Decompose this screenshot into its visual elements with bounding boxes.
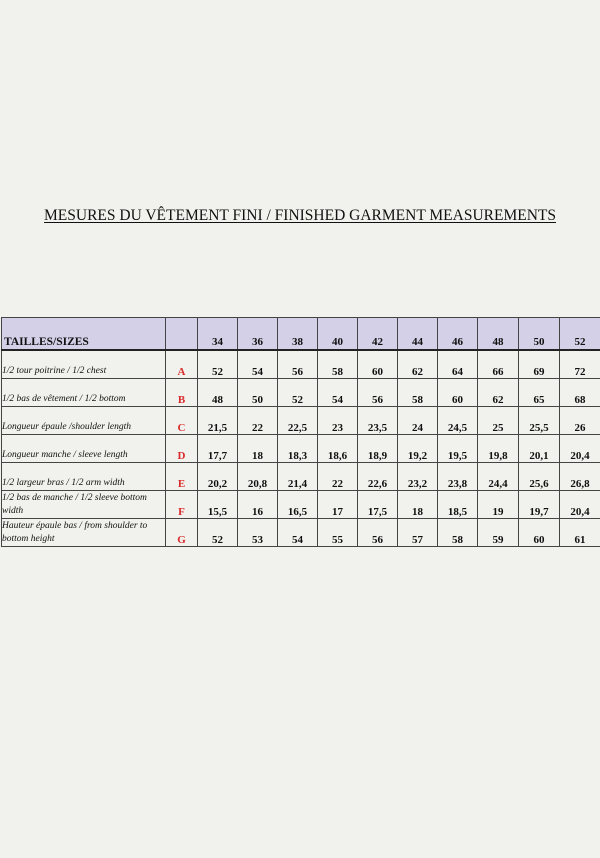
table-cell: 24,4	[478, 463, 519, 491]
table-row	[2, 435, 600, 463]
table-cell: 59	[478, 519, 519, 547]
measurement-code: B	[166, 379, 198, 407]
table-cell: 16	[238, 491, 278, 519]
table-cell: 22,5	[278, 407, 318, 435]
table-cell: 60	[438, 379, 478, 407]
table-cell: 25,6	[519, 463, 560, 491]
table-cell: 24,5	[438, 407, 478, 435]
measurement-code: C	[166, 407, 198, 435]
table-cell: 17,5	[358, 491, 398, 519]
table-cell: 23,8	[438, 463, 478, 491]
table-cell: 20,4	[560, 491, 600, 519]
table-cell: 26	[560, 407, 600, 435]
size-header: 48	[478, 318, 519, 351]
size-header: 38	[278, 318, 318, 351]
table-cell: 18,3	[278, 435, 318, 463]
table-cell: 55	[318, 519, 358, 547]
table-cell: 20,2	[198, 463, 238, 491]
table-cell: 25,5	[519, 407, 560, 435]
measurement-label: Longueur épaule /shoulder length	[2, 407, 166, 435]
table-cell: 20,1	[519, 435, 560, 463]
table-cell: 19,7	[519, 491, 560, 519]
table-cell: 21,4	[278, 463, 318, 491]
table-cell: 52	[198, 519, 238, 547]
table-row	[2, 407, 600, 435]
table-cell: 19,8	[478, 435, 519, 463]
table-cell: 21,5	[198, 407, 238, 435]
table-cell: 48	[198, 379, 238, 407]
size-header: 42	[358, 318, 398, 351]
table-cell: 18,9	[358, 435, 398, 463]
table-cell: 56	[358, 379, 398, 407]
table-cell: 20,4	[560, 435, 600, 463]
table-cell: 24	[398, 407, 438, 435]
table-cell: 56	[278, 350, 318, 379]
size-header: 40	[318, 318, 358, 351]
measurement-label: 1/2 bas de vêtement / 1/2 bottom	[2, 379, 166, 407]
size-header: 34	[198, 318, 238, 351]
measurement-code: D	[166, 435, 198, 463]
table-cell: 66	[478, 350, 519, 379]
table-cell: 15,5	[198, 491, 238, 519]
code-header	[166, 318, 198, 351]
table-header-row	[2, 318, 600, 351]
table-cell: 22,6	[358, 463, 398, 491]
measurement-label: Hauteur épaule bas / from shoulder to bottom height	[2, 519, 166, 547]
table-cell: 65	[519, 379, 560, 407]
table-cell: 72	[560, 350, 600, 379]
table-cell: 18,6	[318, 435, 358, 463]
table-cell: 61	[560, 519, 600, 547]
table-cell: 22	[238, 407, 278, 435]
table-cell: 56	[358, 519, 398, 547]
table-cell: 52	[198, 350, 238, 379]
table-cell: 19,2	[398, 435, 438, 463]
table-cell: 60	[358, 350, 398, 379]
table-cell: 18	[238, 435, 278, 463]
size-header: 50	[519, 318, 560, 351]
size-header: 36	[238, 318, 278, 351]
table-cell: 64	[438, 350, 478, 379]
table-cell: 53	[238, 519, 278, 547]
measurement-label: 1/2 bas de manche / 1/2 sleeve bottom width	[2, 491, 166, 519]
table-cell: 58	[318, 350, 358, 379]
size-header: 46	[438, 318, 478, 351]
table-cell: 62	[478, 379, 519, 407]
table-cell: 19,5	[438, 435, 478, 463]
table-cell: 50	[238, 379, 278, 407]
table-cell: 58	[438, 519, 478, 547]
measurement-code: E	[166, 463, 198, 491]
table-cell: 25	[478, 407, 519, 435]
table-row	[2, 463, 600, 491]
table-cell: 23,5	[358, 407, 398, 435]
table-cell: 69	[519, 350, 560, 379]
table-row	[2, 491, 600, 519]
sizes-header-label: TAILLES/SIZES	[2, 318, 166, 351]
measurement-code: G	[166, 519, 198, 547]
table-cell: 68	[560, 379, 600, 407]
page-title: MESURES DU VÊTEMENT FINI / FINISHED GARMENT MEASUREMENTS	[44, 207, 556, 224]
table-cell: 54	[238, 350, 278, 379]
table-row	[2, 350, 600, 379]
measurement-code: A	[166, 350, 198, 379]
table-cell: 18	[398, 491, 438, 519]
size-header: 52	[560, 318, 600, 351]
table-cell: 58	[398, 379, 438, 407]
table-cell: 54	[278, 519, 318, 547]
measurements-table	[1, 317, 600, 547]
table-cell: 17,7	[198, 435, 238, 463]
table-cell: 22	[318, 463, 358, 491]
table-row	[2, 379, 600, 407]
size-header: 44	[398, 318, 438, 351]
table-cell: 20,8	[238, 463, 278, 491]
table-cell: 26,8	[560, 463, 600, 491]
table-cell: 60	[519, 519, 560, 547]
table-cell: 16,5	[278, 491, 318, 519]
measurement-code: F	[166, 491, 198, 519]
table-cell: 23,2	[398, 463, 438, 491]
measurement-label: 1/2 tour poitrine / 1/2 chest	[2, 350, 166, 379]
table-row	[2, 519, 600, 547]
table-cell: 19	[478, 491, 519, 519]
table-cell: 52	[278, 379, 318, 407]
table-cell: 17	[318, 491, 358, 519]
table-cell: 23	[318, 407, 358, 435]
table-cell: 62	[398, 350, 438, 379]
table-cell: 18,5	[438, 491, 478, 519]
measurement-label: Longueur manche / sleeve length	[2, 435, 166, 463]
table-cell: 54	[318, 379, 358, 407]
measurement-label: 1/2 largeur bras / 1/2 arm width	[2, 463, 166, 491]
table-cell: 57	[398, 519, 438, 547]
